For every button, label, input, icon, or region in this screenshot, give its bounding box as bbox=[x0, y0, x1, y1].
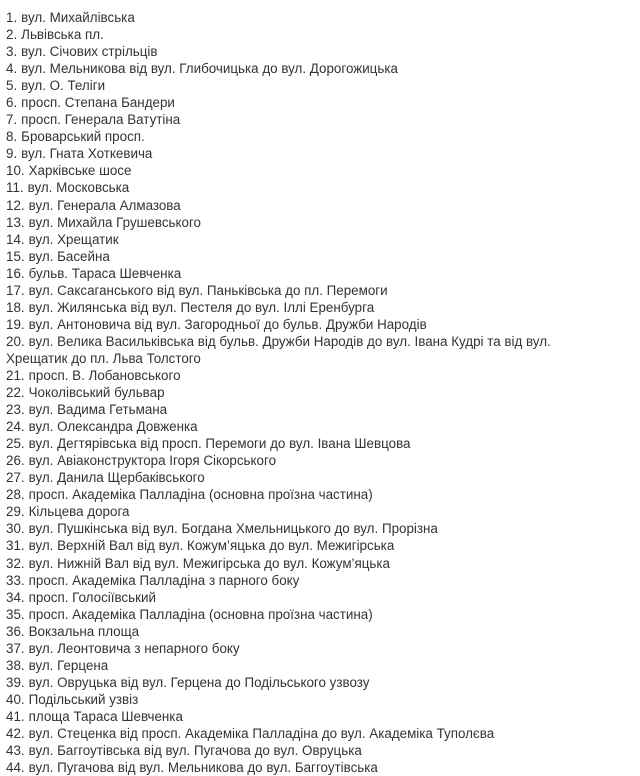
list-item bbox=[6, 179, 606, 196]
list-item bbox=[6, 401, 606, 418]
list-item bbox=[6, 282, 606, 299]
list-item-text: вул. Басейна bbox=[28, 248, 110, 264]
list-item bbox=[6, 162, 606, 179]
list-item bbox=[6, 537, 606, 554]
list-item bbox=[6, 26, 606, 43]
list-item-text: бульв. Тараса Шевченка bbox=[28, 265, 182, 281]
list-item-text: вул. Данила Щербаківського bbox=[28, 470, 205, 486]
list-item-number: 5. bbox=[6, 78, 18, 94]
list-item-number: 7. bbox=[6, 112, 18, 128]
list-item-number: 8. bbox=[6, 129, 18, 145]
list-item-number: 31. bbox=[6, 538, 25, 554]
list-item bbox=[6, 299, 606, 316]
list-item-number: 44. bbox=[6, 760, 25, 776]
list-item bbox=[6, 333, 606, 367]
list-item-text: вул. Михайла Грушевського bbox=[28, 214, 201, 230]
list-item-number: 37. bbox=[6, 640, 25, 656]
list-item-number: 4. bbox=[6, 61, 18, 77]
list-item-text: вул. Генерала Алмазова bbox=[28, 197, 181, 213]
list-item bbox=[6, 128, 606, 145]
list-item bbox=[6, 674, 606, 691]
list-item bbox=[6, 725, 606, 742]
list-item bbox=[6, 452, 606, 469]
list-item-number: 1. bbox=[6, 10, 18, 25]
list-item-text: Броварський просп. bbox=[21, 129, 145, 145]
list-item-number: 41. bbox=[6, 708, 25, 724]
list-item bbox=[6, 418, 606, 435]
list-item-number: 10. bbox=[6, 163, 25, 179]
list-item-text: вул. Пугачова від вул. Мельникова до вул. Баггоутівська bbox=[28, 760, 378, 776]
list-item bbox=[6, 111, 606, 128]
list-item-text: вул. Леонтовича з непарного боку bbox=[28, 640, 240, 656]
list-item-number: 20. bbox=[6, 333, 25, 349]
list-item-text: вул. Баггоутівська від вул. Пугачова до вул. Овруцька bbox=[28, 743, 362, 759]
list-item-text: вул. Хрещатик bbox=[28, 231, 119, 247]
list-item bbox=[6, 555, 606, 572]
list-item-text: вул. Герцена bbox=[28, 657, 109, 673]
list-item-text: просп. Академіка Палладіна (основна проїзна частина) bbox=[28, 487, 373, 503]
list-item-number: 21. bbox=[6, 367, 25, 383]
list-item-text: площа Тараса Шевченка bbox=[28, 708, 183, 724]
list-item bbox=[6, 572, 606, 589]
list-item-number: 17. bbox=[6, 282, 25, 298]
list-item-text: просп. В. Лобановського bbox=[28, 367, 181, 383]
list-item-text: просп. Академіка Палладіна (основна проїзна частина) bbox=[28, 606, 373, 622]
list-item bbox=[6, 316, 606, 333]
list-item bbox=[6, 520, 606, 537]
list-item-text: просп. Академіка Палладіна з парного боку bbox=[28, 572, 300, 588]
list-item-number: 12. bbox=[6, 197, 25, 213]
list-item-number: 38. bbox=[6, 657, 25, 673]
list-item-text: вул. Нижній Вал від вул. Межигірська до вул. Кожум’яцька bbox=[28, 555, 391, 571]
list-item-text: вул. Жилянська від вул. Пестеля до вул. Іллі Еренбурга bbox=[28, 299, 375, 315]
list-item-number: 29. bbox=[6, 504, 25, 520]
list-item-number: 40. bbox=[6, 691, 25, 707]
list-item-text: вул. О. Теліги bbox=[21, 78, 106, 94]
list-item-number: 26. bbox=[6, 453, 25, 469]
list-item bbox=[6, 503, 606, 520]
list-item-text: просп. Голосіївський bbox=[28, 589, 156, 605]
list-item-text: вул. Січових стрільців bbox=[21, 44, 158, 60]
list-item-text: Кільцева дорога bbox=[28, 504, 130, 520]
list-item bbox=[6, 435, 606, 452]
list-item bbox=[6, 77, 606, 94]
list-item bbox=[6, 94, 606, 111]
list-item bbox=[6, 197, 606, 214]
list-item-number: 19. bbox=[6, 316, 25, 332]
list-item-text: вул. Саксаганського від вул. Паньківська до пл. Перемоги bbox=[28, 282, 388, 298]
list-item bbox=[6, 589, 606, 606]
list-item bbox=[6, 265, 606, 282]
list-item bbox=[6, 691, 606, 708]
list-item-number: 24. bbox=[6, 419, 25, 435]
list-item-number: 25. bbox=[6, 436, 25, 452]
list-item-text: вул. Антоновича від вул. Загородньої до бульв. Дружби Народів bbox=[28, 316, 427, 332]
list-item bbox=[6, 145, 606, 162]
list-item-text: вул. Гната Хоткевича bbox=[21, 146, 153, 162]
list-item-number: 23. bbox=[6, 402, 25, 418]
list-item-number: 34. bbox=[6, 589, 25, 605]
list-item-number: 43. bbox=[6, 743, 25, 759]
list-item-text: вул. Овруцька від вул. Герцена до Подільського узвозу bbox=[28, 674, 370, 690]
list-item-text: вул. Авіаконструктора Ігоря Сікорського bbox=[28, 453, 277, 469]
list-item bbox=[6, 759, 606, 776]
list-item bbox=[6, 384, 606, 401]
list-item-text: Вокзальна площа bbox=[28, 623, 140, 639]
list-item bbox=[6, 657, 606, 674]
list-item-number: 30. bbox=[6, 521, 25, 537]
list-item-text: Львівська пл. bbox=[21, 27, 104, 43]
list-item bbox=[6, 469, 606, 486]
list-item bbox=[6, 43, 606, 60]
list-item bbox=[6, 486, 606, 503]
list-item-text: Чоколівський бульвар bbox=[28, 385, 165, 401]
list-item-text: Харківське шосе bbox=[28, 163, 132, 179]
list-item-number: 6. bbox=[6, 95, 18, 111]
list-item bbox=[6, 606, 606, 623]
list-item bbox=[6, 214, 606, 231]
list-item-number: 18. bbox=[6, 299, 25, 315]
list-item-text: вул. Верхній Вал від вул. Кожум’яцька до вул. Межигірська bbox=[28, 538, 395, 554]
list-item-text: вул. Олександра Довженка bbox=[28, 419, 198, 435]
list-item-text: вул. Стеценка від просп. Академіка Палладіна до вул. Академіка Туполєва bbox=[28, 725, 495, 741]
list-item bbox=[6, 60, 606, 77]
list-item bbox=[6, 367, 606, 384]
list-item-text: просп. Генерала Ватутіна bbox=[21, 112, 181, 128]
list-item bbox=[6, 742, 606, 759]
list-item-number: 22. bbox=[6, 385, 25, 401]
list-item-number: 32. bbox=[6, 555, 25, 571]
list-item-number: 3. bbox=[6, 44, 18, 60]
list-item-text: Подільський узвіз bbox=[28, 691, 139, 707]
list-item-number: 15. bbox=[6, 248, 25, 264]
list-item-text: вул. Московська bbox=[27, 180, 130, 196]
list-item-text: вул. Дегтярівська від просп. Перемоги до вул. Івана Шевцова bbox=[28, 436, 411, 452]
list-item-number: 42. bbox=[6, 725, 25, 741]
list-item-number: 14. bbox=[6, 231, 25, 247]
list-item-text: вул. Мельникова від вул. Глибочицька до вул. Дорогожицька bbox=[21, 61, 398, 77]
list-item-number: 33. bbox=[6, 572, 25, 588]
list-item-number: 28. bbox=[6, 487, 25, 503]
list-item-text: вул. Велика Васильківська від бульв. Дружби Народів до вул. Івана Кудрі та від вул. Хрещатик до пл. Льва Толстого bbox=[6, 333, 551, 366]
list-item bbox=[6, 248, 606, 265]
list-item bbox=[6, 708, 606, 725]
list-item bbox=[6, 623, 606, 640]
list-item-number: 13. bbox=[6, 214, 25, 230]
list-item bbox=[6, 231, 606, 248]
list-item-number: 39. bbox=[6, 674, 25, 690]
list-item-text: вул. Пушкінська від вул. Богдана Хмельницького до вул. Прорізна bbox=[28, 521, 438, 537]
list-item-text: вул. Михайлівська bbox=[21, 10, 135, 25]
list-item-text: вул. Вадима Гетьмана bbox=[28, 402, 168, 418]
list-item bbox=[6, 9, 606, 26]
list-item-number: 27. bbox=[6, 470, 25, 486]
list-item-text: просп. Степана Бандери bbox=[21, 95, 175, 111]
list-item-number: 36. bbox=[6, 623, 25, 639]
list-item-number: 35. bbox=[6, 606, 25, 622]
list-item-number: 2. bbox=[6, 27, 18, 43]
list-item-number: 9. bbox=[6, 146, 18, 162]
list-item bbox=[6, 640, 606, 657]
list-item-number: 16. bbox=[6, 265, 25, 281]
list-item-number: 11. bbox=[6, 180, 24, 196]
